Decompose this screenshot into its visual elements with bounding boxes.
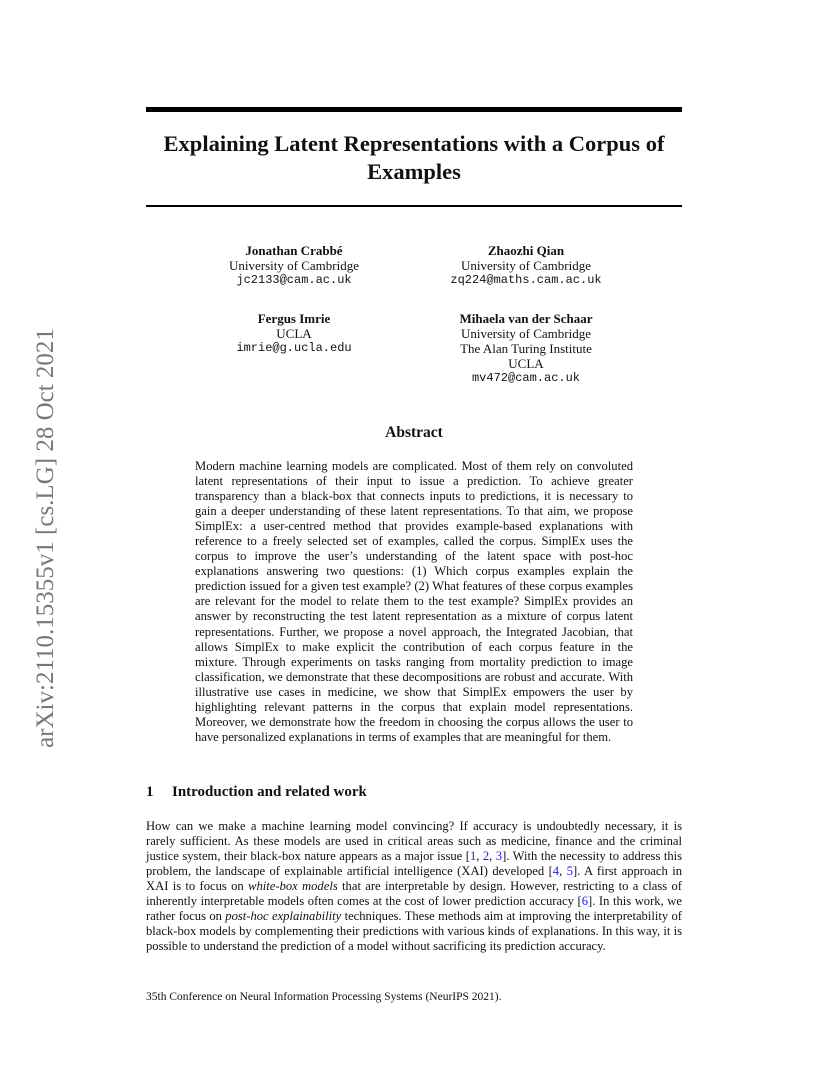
author-block xyxy=(426,243,626,288)
author-block xyxy=(426,311,626,386)
title-top-rule xyxy=(146,107,682,112)
paper-title: Explaining Latent Representations with a Corpus of Examples xyxy=(163,131,665,184)
abstract-heading: Abstract xyxy=(385,424,443,441)
citation-link[interactable]: 1 xyxy=(469,849,477,864)
author-block xyxy=(194,311,394,356)
author-email: mv472@cam.ac.uk xyxy=(471,371,581,385)
author-affiliation: University of Cambridge xyxy=(229,258,359,273)
author-affiliation: UCLA xyxy=(276,326,312,341)
intro-text: techniques. These methods aim at improving the interpretability of black-box models by complementing their predictions with various kinds of explanations. In this way, it is possible to understand the prediction of a model without sacrificing its prediction accuracy. xyxy=(146,909,682,954)
title-bottom-rule xyxy=(146,205,682,207)
intro-text: ]. With the necessity to address this problem, the landscape of explainable artificial intelligence (XAI) developed [ xyxy=(146,849,683,879)
author-email: imrie@g.ucla.edu xyxy=(236,341,352,355)
intro-paragraph xyxy=(146,819,682,954)
arxiv-side-banner: arXiv:2110.15355v1 [cs.LG] 28 Oct 2021 xyxy=(32,328,59,748)
author-email: jc2133@cam.ac.uk xyxy=(236,273,352,287)
section-heading xyxy=(146,784,367,801)
section-title: Introduction and related work xyxy=(172,784,367,800)
intro-text: , xyxy=(559,864,567,879)
emphasis-text: white-box models xyxy=(248,879,338,894)
intro-text: , xyxy=(489,849,496,864)
intro-text: ]. In this work, we rather focus on xyxy=(146,894,682,924)
citation-link[interactable]: 5 xyxy=(566,864,573,879)
citation-link[interactable]: 3 xyxy=(495,849,503,864)
citation-link[interactable]: 2 xyxy=(482,849,490,864)
abstract-text: Modern machine learning models are complicated. Most of them rely on convoluted latent representations of their input to issue a prediction. To achieve greater transparency than a black-box that connects inputs to predictions, it is necessary to gain a deeper understanding of these latent representations. To that aim, we propose SimplEx: a user-centred method that provides example-based explanations with reference to a freely selected set of examples, called the corpus. SimplEx uses the corpus to improve the user’s understanding of the latent space with post-hoc explanations answering two questions: (1) Which corpus examples explain the prediction issued for a given test example? (2) What features of these corpus examples are relevant for the model to relate them to the test example? SimplEx provides an answer by reconstructing the test latent representation as a mixture of corpus latent representations. Further, we propose a novel approach, the Integrated Jacobian, that allows SimplEx to make explicit the contribution of each corpus feature in the mixture. Through experiments on tasks ranging from mortality prediction to image classification, we demonstrate that these decompositions are robust and accurate. With illustrative use cases in medicine, we show that SimplEx empowers the user by highlighting relevant patterns in the corpus that explain model representations. Moreover, we demonstrate how the freedom in choosing the corpus allows the user to have personalized explanations in terms of examples that are meaningful for them. xyxy=(195,459,633,744)
author-name: Fergus Imrie xyxy=(257,311,331,326)
author-email: zq224@maths.cam.ac.uk xyxy=(450,273,602,287)
author-name: Mihaela van der Schaar xyxy=(459,311,593,326)
conference-footnote: 35th Conference on Neural Information Processing Systems (NeurIPS 2021). xyxy=(146,991,502,1003)
emphasis-text: post-hoc explainability xyxy=(225,909,342,924)
intro-text: How can we make a machine learning model convincing? If accuracy is undoubtedly necessary, it is rarely sufficient. As these models are used in critical areas such as medicine, finance and the criminal justice system, their black-box nature appears as a major issue [ xyxy=(146,819,682,864)
author-affiliation: The Alan Turing Institute xyxy=(460,341,592,356)
citation-link[interactable]: 4 xyxy=(552,864,560,879)
intro-text: , xyxy=(476,849,483,864)
citation-link[interactable]: 6 xyxy=(581,894,589,909)
author-name: Zhaozhi Qian xyxy=(487,243,565,258)
author-affiliation: University of Cambridge xyxy=(461,258,591,273)
section-number: 1 xyxy=(146,784,154,800)
author-name: Jonathan Crabbé xyxy=(245,243,343,258)
intro-text: that are interpretable by design. However, restricting to a class of inherently interpretable models often comes at the cost of lower prediction accuracy [ xyxy=(146,879,682,909)
author-affiliation: UCLA xyxy=(508,356,544,371)
intro-text: ]. A first approach in XAI is to focus on xyxy=(146,864,683,894)
author-affiliation: University of Cambridge xyxy=(461,326,591,341)
author-block xyxy=(194,243,394,288)
